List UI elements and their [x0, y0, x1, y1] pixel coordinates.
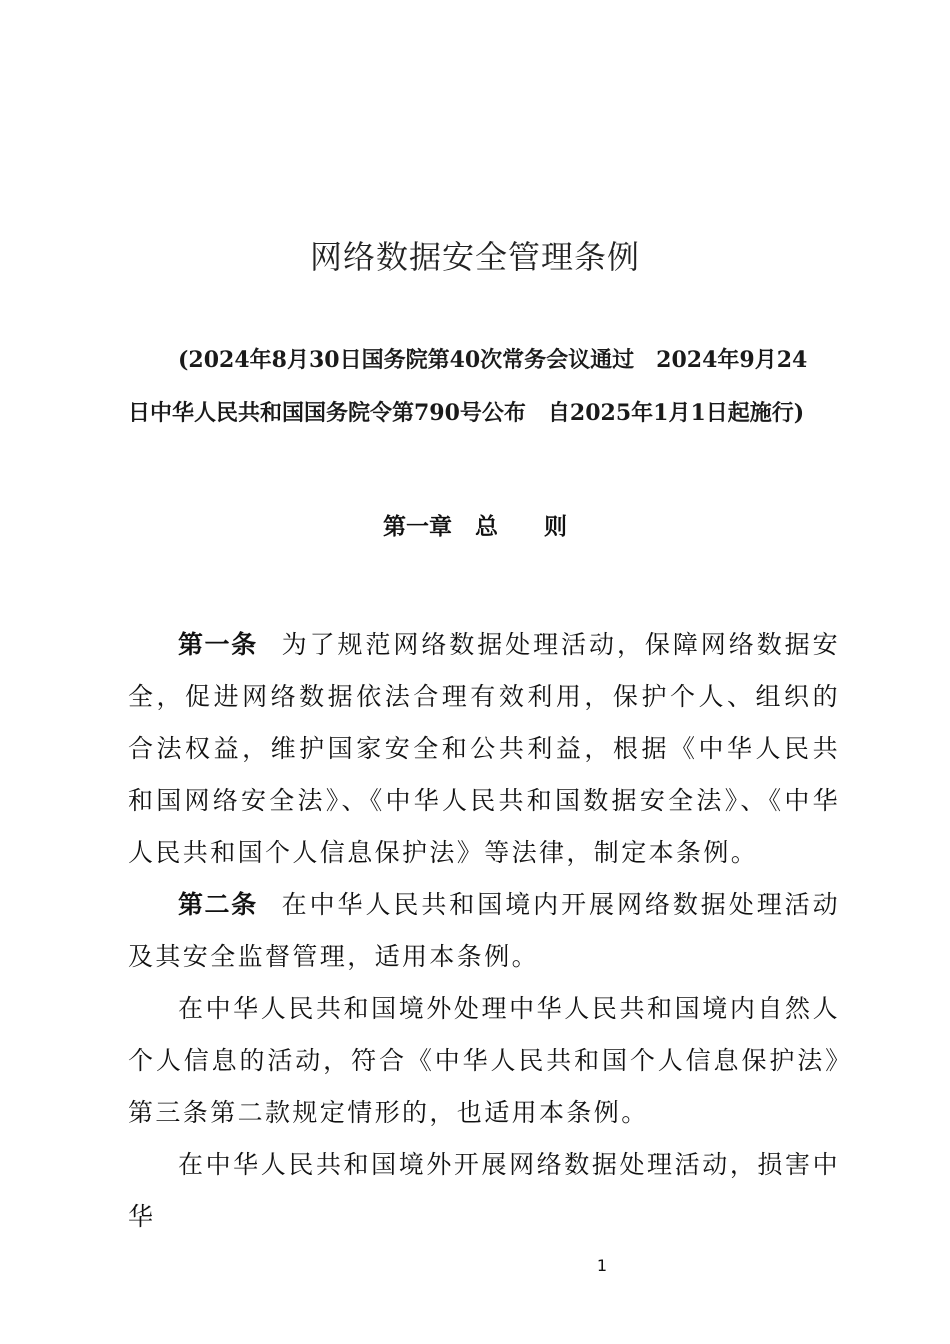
article-number: 第一条	[178, 630, 258, 659]
page-number: 1	[596, 1256, 608, 1275]
document-body	[128, 619, 840, 1243]
adoption-note: (2024年8月30日国务院第40次常务会议通过 2024年9月24日中华人民共和国国务院令第790号公布 自2025年1月1日起施行)	[128, 347, 808, 426]
article-text: 在中华人民共和国境内开展网络数据处理活动及其安全监督管理，适用本条例。	[128, 890, 840, 971]
article-text: 为了规范网络数据处理活动，保障网络数据安全，促进网络数据依法合理有效利用，保护个人、组织的合法权益，维护国家安全和公共利益，根据《中华人民共和国网络安全法》、《中华人民共和国数据安全法》、《中华人民共和国个人信息保护法》等法律，制定本条例。	[128, 630, 840, 867]
article-2	[128, 879, 840, 983]
article-number: 第二条	[178, 890, 258, 919]
article-1	[128, 619, 840, 879]
document-title: 网络数据安全管理条例	[309, 238, 640, 276]
paragraph: 在中华人民共和国境外处理中华人民共和国境内自然人个人信息的活动，符合《中华人民共和国个人信息保护法》第三条第二款规定情形的，也适用本条例。	[128, 994, 840, 1127]
chapter-heading: 第一章 总 则	[383, 514, 567, 540]
paragraph: 在中华人民共和国境外开展网络数据处理活动，损害中华	[128, 1150, 840, 1231]
